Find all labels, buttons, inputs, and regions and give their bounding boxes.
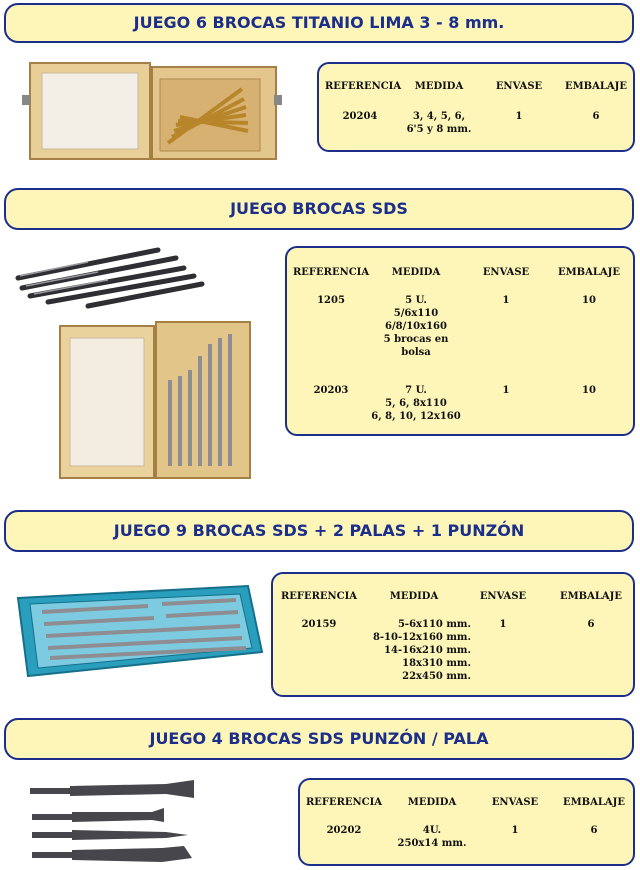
cell-medida: 7 U. 5, 6, 8x110 6, 8, 10, 12x160 xyxy=(371,385,461,422)
cell-referencia: 20202 xyxy=(326,825,362,836)
column-header-embalaje: EMBALAJE xyxy=(562,797,626,808)
section-4-table-panel xyxy=(298,778,635,866)
section-3-title: JUEGO 9 BROCAS SDS + 2 PALAS + 1 PUNZÓN xyxy=(113,521,525,540)
section-2-title-banner xyxy=(4,188,634,230)
column-header-referencia: REFERENCIA xyxy=(325,81,402,92)
column-header-referencia: REFERENCIA xyxy=(305,797,383,808)
sds-blue-case-set-image xyxy=(8,572,266,682)
sds-drill-set-case-image xyxy=(58,320,254,480)
cell-embalaje: 6 xyxy=(587,619,595,630)
titanium-drill-set-case-image xyxy=(20,55,282,165)
cell-medida: 3, 4, 5, 6, 6'5 y 8 mm. xyxy=(406,111,472,135)
section-2-table-panel xyxy=(285,246,635,436)
cell-referencia: 20159 xyxy=(301,619,337,630)
sds-loose-drills-image xyxy=(8,238,208,310)
cell-medida: 5-6x110 mm. 8-10-12x160 mm. 14-16x210 mm. 18x310 mm. 22x450 mm. xyxy=(372,619,471,682)
cell-envase: 1 xyxy=(502,295,510,306)
column-header-embalaje: EMBALAJE xyxy=(559,591,623,602)
column-header-embalaje: EMBALAJE xyxy=(564,81,628,92)
cell-embalaje: 6 xyxy=(592,111,600,122)
cell-embalaje: 10 xyxy=(582,295,596,306)
column-header-envase: ENVASE xyxy=(495,81,543,92)
cell-referencia: 1205 xyxy=(317,295,345,306)
column-header-medida: MEDIDA xyxy=(389,591,439,602)
cell-envase: 1 xyxy=(499,619,507,630)
column-header-medida: MEDIDA xyxy=(391,267,441,278)
column-header-envase: ENVASE xyxy=(482,267,530,278)
cell-envase: 1 xyxy=(511,825,519,836)
cell-referencia: 20203 xyxy=(313,385,349,396)
column-header-medida: MEDIDA xyxy=(414,81,464,92)
column-header-envase: ENVASE xyxy=(479,591,527,602)
cell-referencia: 20204 xyxy=(342,111,378,122)
section-2-title: JUEGO BROCAS SDS xyxy=(230,199,408,218)
cell-envase: 1 xyxy=(515,111,523,122)
section-3-title-banner xyxy=(4,510,634,552)
section-4-title-banner xyxy=(4,718,634,760)
section-1-title-banner xyxy=(4,3,634,43)
cell-medida: 4U. 250x14 mm. xyxy=(397,825,467,849)
section-3-table-panel xyxy=(271,572,635,697)
cell-embalaje: 10 xyxy=(582,385,596,396)
cell-embalaje: 6 xyxy=(590,825,598,836)
column-header-medida: MEDIDA xyxy=(407,797,457,808)
column-header-embalaje: EMBALAJE xyxy=(557,267,621,278)
cell-medida: 5 U. 5/6x110 6/8/10x160 5 brocas en bolsa xyxy=(383,295,449,358)
section-1-table-panel xyxy=(317,62,635,152)
sds-chisel-point-set-image xyxy=(26,774,202,866)
column-header-referencia: REFERENCIA xyxy=(280,591,358,602)
column-header-envase: ENVASE xyxy=(491,797,539,808)
section-4-title: JUEGO 4 BROCAS SDS PUNZÓN / PALA xyxy=(149,729,489,748)
column-header-referencia: REFERENCIA xyxy=(293,267,370,278)
section-1-title: JUEGO 6 BROCAS TITANIO LIMA 3 - 8 mm. xyxy=(133,13,505,32)
cell-envase: 1 xyxy=(502,385,510,396)
